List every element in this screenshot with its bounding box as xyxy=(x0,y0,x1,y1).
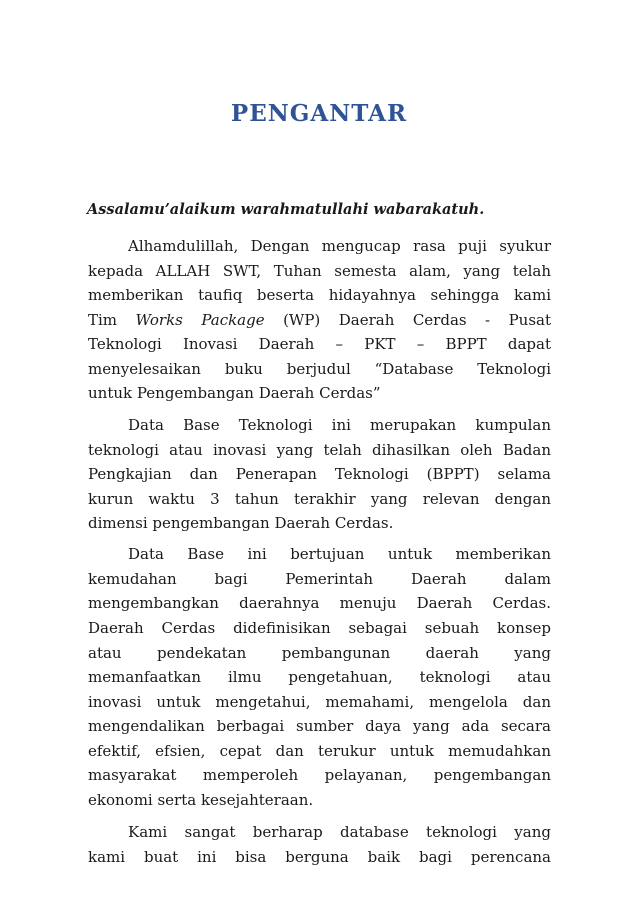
paragraph-4-line-2: kami buat ini bisa berguna baik bagi perencana xyxy=(88,848,551,866)
paragraph-2-line-1: Data Base Teknologi ini merupakan kumpulan xyxy=(128,416,551,434)
paragraph-1-line-5: Teknologi Inovasi Daerah – PKT – BPPT dapat xyxy=(88,335,551,353)
paragraph-3-line-8: mengendalikan berbagai sumber daya yang ada secara xyxy=(88,717,551,735)
greeting-line: Assalamu’alaikum warahmatullahi wabarakatuh. xyxy=(87,201,485,218)
paragraph-1-line-3: memberikan taufiq beserta hidayahnya sehingga kami xyxy=(88,286,551,304)
paragraph-3-line-5: atau pendekatan pembangunan daerah yang xyxy=(88,644,551,662)
paragraph-3-line-1: Data Base ini bertujuan untuk memberikan xyxy=(128,545,551,563)
paragraph-1-line-4-start: Tim xyxy=(88,311,136,329)
paragraph-3-line-7: inovasi untuk mengetahui, memahami, mengelola dan xyxy=(88,693,551,711)
paragraph-3-line-10: masyarakat memperoleh pelayanan, pengembangan xyxy=(88,766,551,784)
paragraph-2-line-3: Pengkajian dan Penerapan Teknologi (BPPT) selama xyxy=(88,465,551,483)
paragraph-2-line-5: dimensi pengembangan Daerah Cerdas. xyxy=(88,514,394,532)
paragraph-1-line-2: kepada ALLAH SWT, Tuhan semesta alam, yang telah xyxy=(88,262,551,280)
paragraph-2-line-4: kurun waktu 3 tahun terakhir yang relevan dengan xyxy=(88,490,551,508)
paragraph-4-line-1: Kami sangat berharap database teknologi yang xyxy=(128,823,551,841)
paragraph-3-line-3: mengembangkan daerahnya menuju Daerah Cerdas. xyxy=(88,594,551,612)
paragraph-1-line-6: menyelesaikan buku berjudul “Database Teknologi xyxy=(88,360,551,378)
paragraph-3-line-6: memanfaatkan ilmu pengetahuan, teknologi atau xyxy=(88,668,551,686)
paragraph-1-line-7: untuk Pengembangan Daerah Cerdas” xyxy=(88,384,381,402)
works-package-term: Works Package xyxy=(135,311,265,329)
paragraph-3-line-2: kemudahan bagi Pemerintah Daerah dalam xyxy=(88,570,551,588)
paragraph-3-line-4: Daerah Cerdas didefinisikan sebagai sebuah konsep xyxy=(88,619,551,637)
paragraph-1-line-1: Alhamdulillah, Dengan mengucap rasa puji syukur xyxy=(128,237,551,255)
page-title: PENGANTAR xyxy=(230,100,408,127)
paragraph-2-line-2: teknologi atau inovasi yang telah dihasilkan oleh Badan xyxy=(88,441,551,459)
paragraph-3-line-9: efektif, efsien, cepat dan terukur untuk memudahkan xyxy=(88,742,551,760)
paragraph-1-line-4 xyxy=(88,310,551,330)
paragraph-3-line-11: ekonomi serta kesejahteraan. xyxy=(88,791,314,809)
paragraph-1-line-4-end: (WP) Daerah Cerdas - Pusat xyxy=(264,311,551,329)
